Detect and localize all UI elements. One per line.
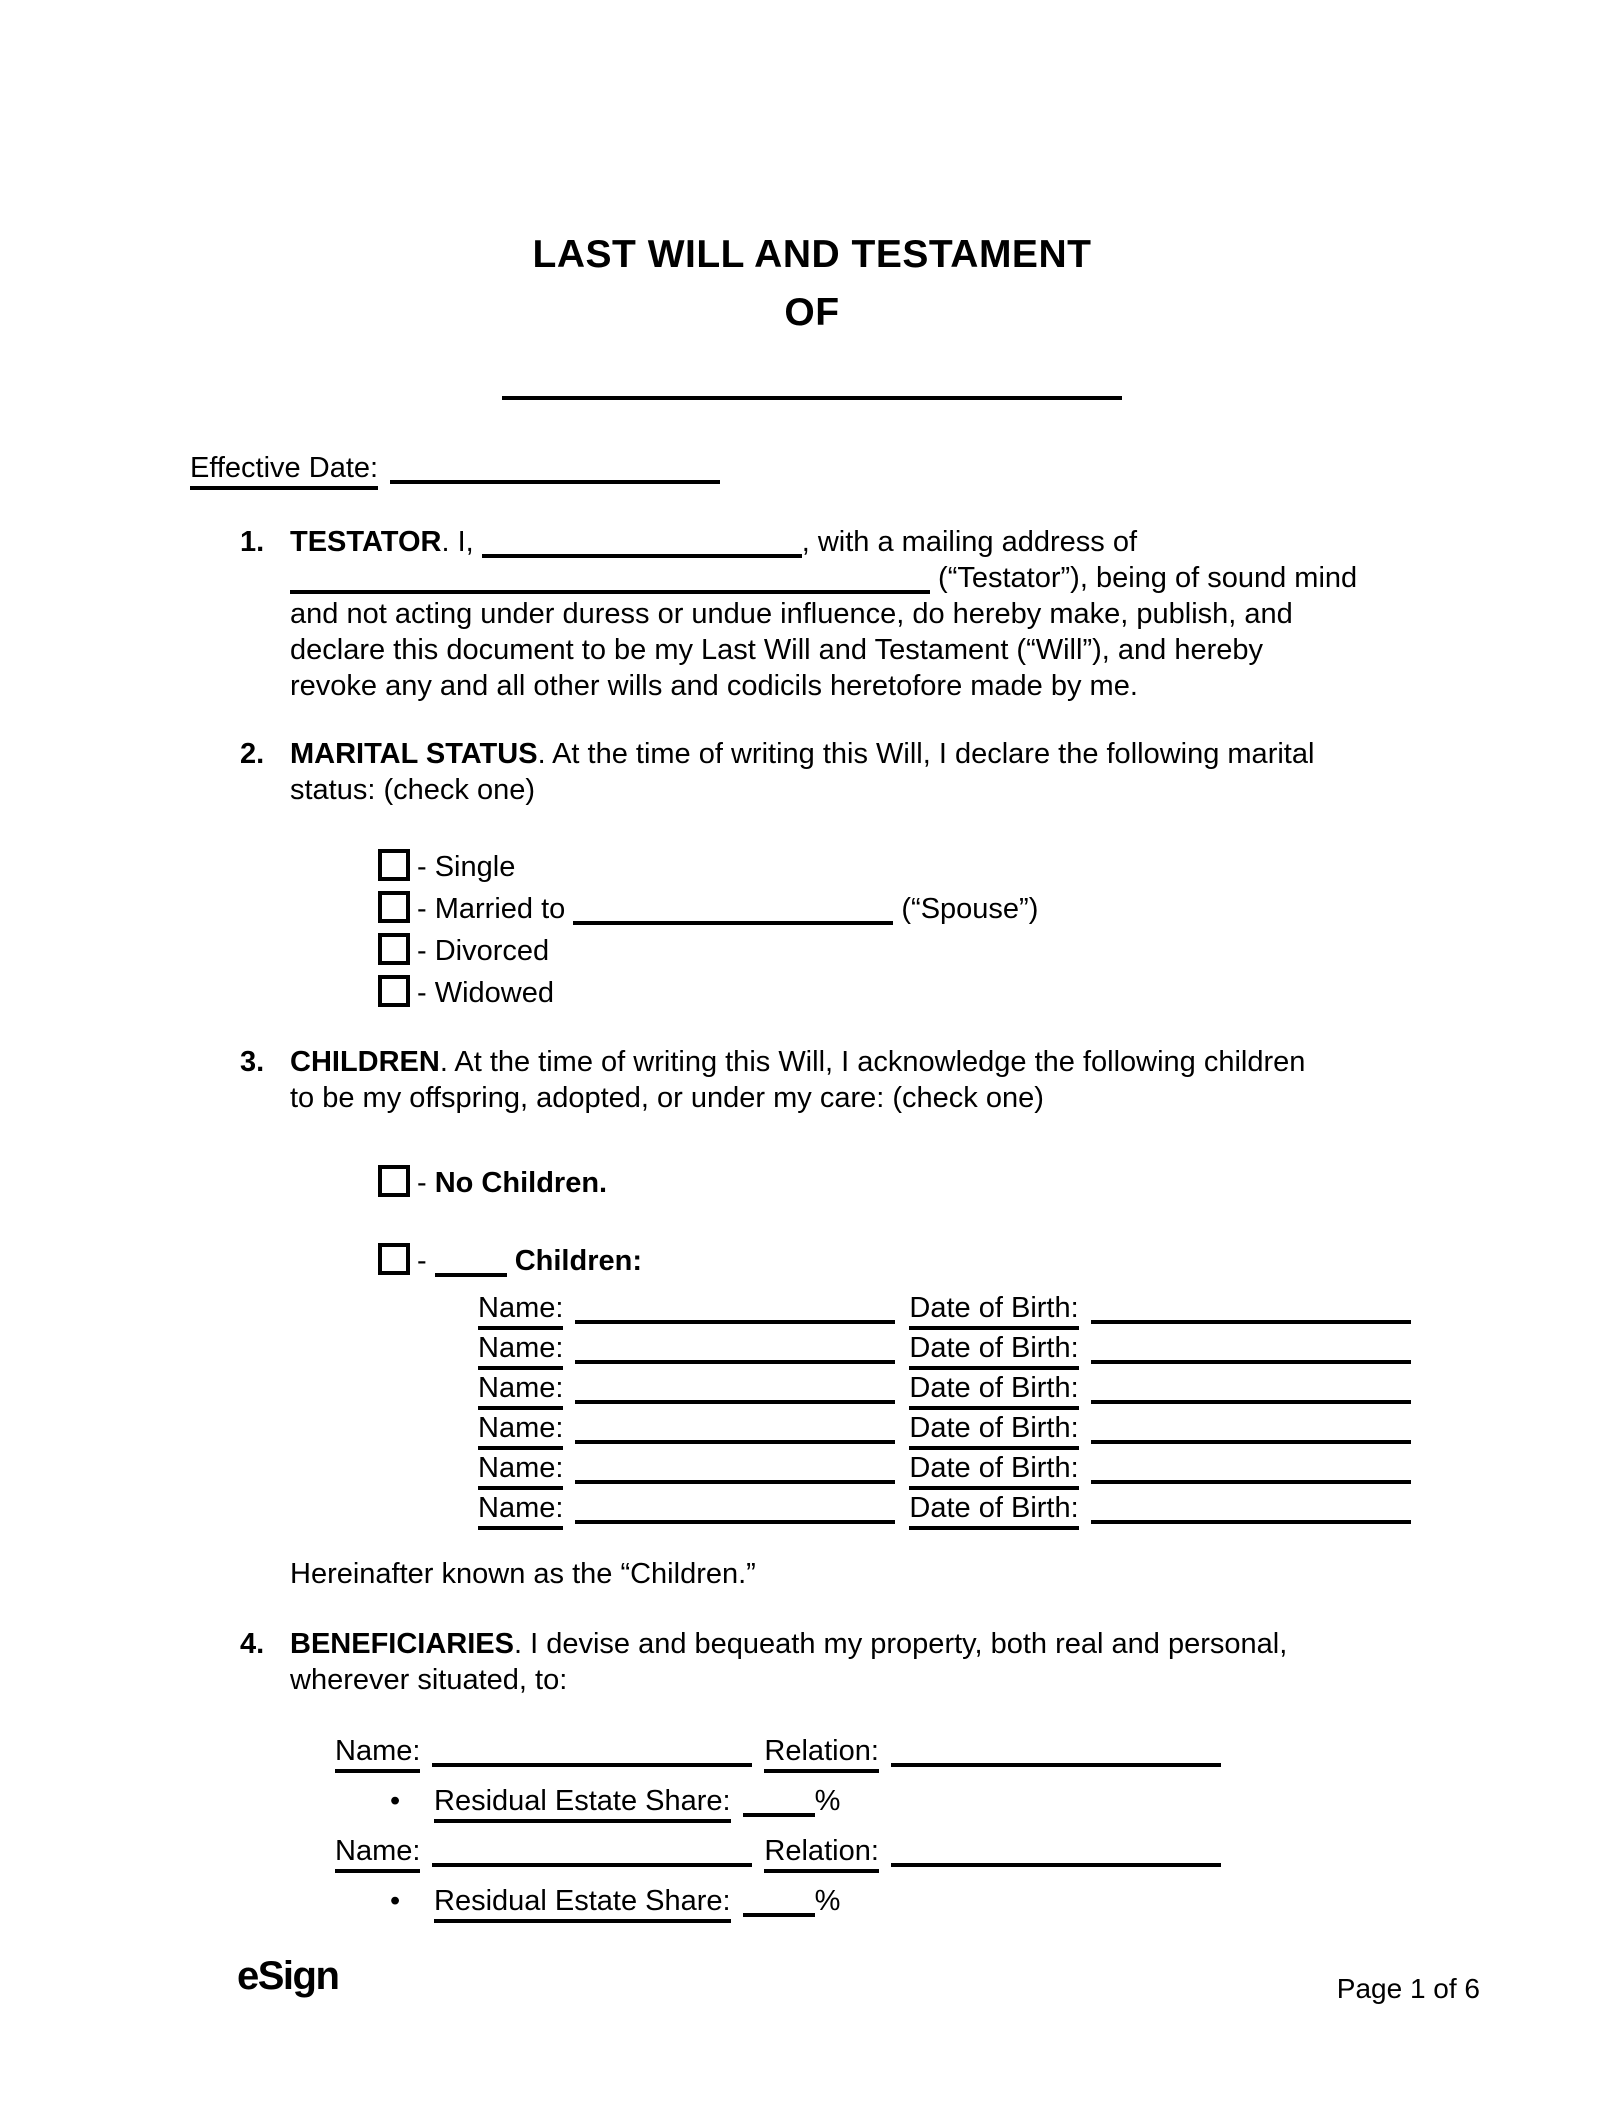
beneficiary-2-relation-field[interactable] (891, 1837, 1221, 1867)
section-2-number: 2. (240, 738, 265, 770)
page-number: Page 1 of 6 (1336, 1973, 1480, 2004)
section-3-title: CHILDREN (290, 1046, 440, 1078)
section-4-number: 4. (240, 1628, 265, 1660)
child-name-label: Name: (478, 1332, 563, 1370)
no-children-checkbox[interactable] (378, 1165, 410, 1197)
spouse-name-field[interactable] (573, 895, 893, 925)
marital-option-widowed (378, 972, 1038, 1014)
children-count-field[interactable] (435, 1247, 507, 1277)
marital-options (378, 846, 1038, 1014)
testator-address-field[interactable] (290, 564, 930, 594)
child-row-6 (478, 1488, 1411, 1528)
child-1-dob-field[interactable] (1091, 1294, 1411, 1324)
beneficiary-2-share-field[interactable] (743, 1887, 815, 1917)
bullet-icon: • (390, 1785, 401, 1817)
section-2-title: MARITAL STATUS (290, 738, 538, 770)
child-4-dob-field[interactable] (1091, 1414, 1411, 1444)
child-1-name-field[interactable] (575, 1294, 895, 1324)
marital-text-1: . At the time of writing this Will, I declare the following marital (537, 738, 1315, 770)
title-line-2: OF (784, 291, 840, 334)
testator-name-title-field[interactable] (502, 362, 1122, 400)
marital-line-1 (290, 736, 1430, 772)
document-title (0, 226, 1624, 342)
has-children-checkbox[interactable] (378, 1243, 410, 1275)
beneficiary-1-share-row (335, 1776, 1221, 1826)
child-row-5 (478, 1448, 1411, 1488)
section-children (240, 1044, 1430, 1116)
testator-line-2 (290, 560, 1430, 596)
beneficiary-list (335, 1726, 1221, 1926)
testator-name-field[interactable] (482, 528, 802, 558)
children-table (478, 1288, 1411, 1528)
widowed-checkbox[interactable] (378, 975, 410, 1007)
has-children-option (378, 1240, 642, 1282)
effective-date-label: Effective Date: (190, 452, 378, 490)
testator-line-4: declare this document to be my Last Will and Testament (“Will”), and hereby (290, 634, 1263, 666)
child-row-1 (478, 1288, 1411, 1328)
no-children-dash: - (417, 1167, 435, 1199)
testator-line-1 (290, 524, 1430, 560)
child-dob-label: Date of Birth: (909, 1452, 1078, 1490)
child-6-dob-field[interactable] (1091, 1494, 1411, 1524)
child-name-label: Name: (478, 1292, 563, 1330)
beneficiary-1-share-field[interactable] (743, 1787, 815, 1817)
beneficiaries-line-1 (290, 1626, 1430, 1662)
beneficiary-1-name-field[interactable] (432, 1737, 752, 1767)
no-children-label: No Children. (434, 1167, 608, 1199)
beneficiary-2-row (335, 1826, 1221, 1876)
child-row-2 (478, 1328, 1411, 1368)
child-name-label: Name: (478, 1412, 563, 1450)
no-children-option (378, 1162, 607, 1204)
child-3-dob-field[interactable] (1091, 1374, 1411, 1404)
beneficiary-relation-label: Relation: (764, 1735, 878, 1773)
child-row-4 (478, 1408, 1411, 1448)
beneficiary-name-label: Name: (335, 1735, 420, 1773)
effective-date-row (190, 450, 720, 486)
beneficiary-name-label: Name: (335, 1835, 420, 1873)
marital-line-2: status: (check one) (290, 774, 535, 806)
section-marital-status (240, 736, 1430, 808)
child-name-label: Name: (478, 1492, 563, 1530)
child-dob-label: Date of Birth: (909, 1372, 1078, 1410)
residual-share-label: Residual Estate Share: (434, 1885, 731, 1923)
divorced-checkbox[interactable] (378, 933, 410, 965)
marital-option-divorced (378, 930, 1038, 972)
children-line-2: to be my offspring, adopted, or under my care: (check one) (290, 1082, 1044, 1114)
percent-sign: % (814, 1885, 841, 1917)
testator-text-1a: . I, (441, 526, 482, 558)
section-4-title: BENEFICIARIES (290, 1628, 514, 1660)
married-checkbox[interactable] (378, 891, 410, 923)
child-dob-label: Date of Birth: (909, 1332, 1078, 1370)
child-2-name-field[interactable] (575, 1334, 895, 1364)
child-row-3 (478, 1368, 1411, 1408)
has-children-dash: - (417, 1245, 435, 1277)
child-5-name-field[interactable] (575, 1454, 895, 1484)
single-label: - Single (417, 851, 516, 883)
child-2-dob-field[interactable] (1091, 1334, 1411, 1364)
testator-line-5: revoke any and all other wills and codicils heretofore made by me. (290, 670, 1138, 702)
single-checkbox[interactable] (378, 849, 410, 881)
child-3-name-field[interactable] (575, 1374, 895, 1404)
testator-text-1b: , with a mailing address of (801, 526, 1138, 558)
child-dob-label: Date of Birth: (909, 1492, 1078, 1530)
beneficiaries-text-1: . I devise and bequeath my property, both real and personal, (513, 1628, 1288, 1660)
section-3-number: 3. (240, 1046, 265, 1078)
residual-share-label: Residual Estate Share: (434, 1785, 731, 1823)
beneficiary-1-relation-field[interactable] (891, 1737, 1221, 1767)
section-beneficiaries (240, 1626, 1430, 1698)
beneficiary-2-share-row (335, 1876, 1221, 1926)
divorced-label: - Divorced (417, 935, 550, 967)
children-text-1: . At the time of writing this Will, I acknowledge the following children (439, 1046, 1306, 1078)
children-line-1 (290, 1044, 1430, 1080)
section-1-title: TESTATOR (290, 526, 442, 558)
spouse-suffix-label: (“Spouse”) (893, 893, 1039, 925)
percent-sign: % (814, 1785, 841, 1817)
beneficiaries-line-2: wherever situated, to: (290, 1664, 568, 1696)
beneficiary-1-row (335, 1726, 1221, 1776)
child-6-name-field[interactable] (575, 1494, 895, 1524)
child-5-dob-field[interactable] (1091, 1454, 1411, 1484)
child-name-label: Name: (478, 1372, 563, 1410)
title-line-1: LAST WILL AND TESTAMENT (532, 233, 1092, 276)
child-name-label: Name: (478, 1452, 563, 1490)
testator-line-3: and not acting under duress or undue influence, do hereby make, publish, and (290, 598, 1293, 630)
has-children-label: Children: (514, 1245, 642, 1277)
esign-logo: eSign (237, 1954, 339, 1998)
section-testator (240, 524, 1430, 704)
marital-option-single (378, 846, 1038, 888)
testator-text-2: (“Testator”), being of sound mind (930, 562, 1358, 594)
marital-option-married (378, 888, 1038, 930)
child-dob-label: Date of Birth: (909, 1412, 1078, 1450)
beneficiary-2-name-field[interactable] (432, 1837, 752, 1867)
married-label: - Married to (417, 893, 574, 925)
child-dob-label: Date of Birth: (909, 1292, 1078, 1330)
bullet-icon: • (390, 1885, 401, 1917)
hereinafter-note: Hereinafter known as the “Children.” (290, 1558, 756, 1590)
widowed-label: - Widowed (417, 977, 554, 1009)
effective-date-field[interactable] (390, 454, 720, 484)
section-1-number: 1. (240, 526, 265, 558)
beneficiary-relation-label: Relation: (764, 1835, 878, 1873)
child-4-name-field[interactable] (575, 1414, 895, 1444)
